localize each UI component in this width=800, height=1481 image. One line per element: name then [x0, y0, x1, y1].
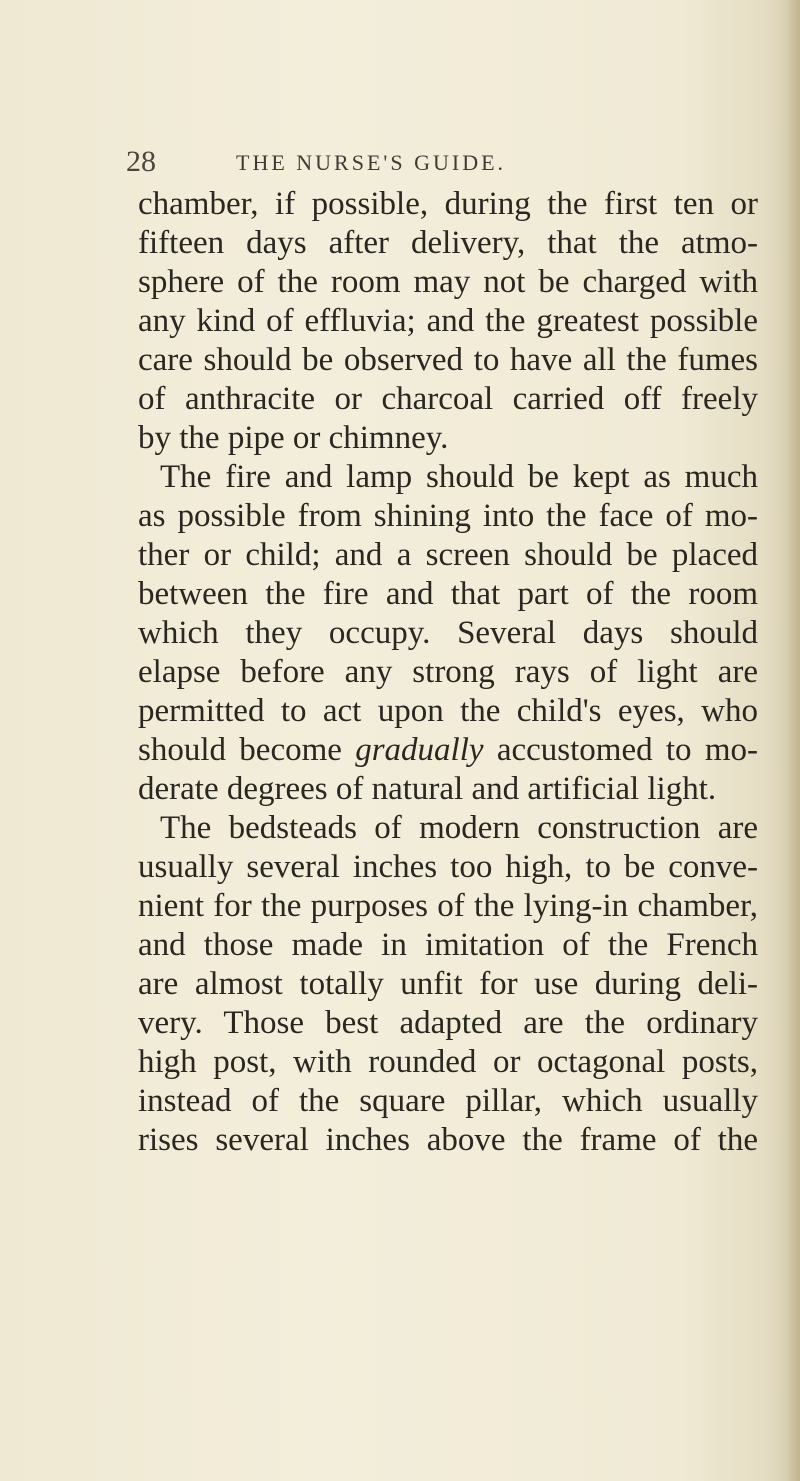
text-line: instead of the square pillar, which usually [138, 1083, 758, 1119]
text-line: any kind of effluvia; and the greatest possible [138, 303, 758, 339]
text-line: chamber, if possible, during the first ten or [138, 186, 758, 222]
text-line: very. Those best adapted are the ordinary [138, 1005, 758, 1041]
text-line [138, 731, 758, 770]
text-line: and those made in imitation of the French [138, 927, 758, 963]
italic-emphasis: gradually [355, 732, 484, 768]
text-line: between the fire and that part of the room [138, 576, 758, 612]
text-line: are almost totally unfit for use during deli- [138, 966, 758, 1002]
text-line: fifteen days after delivery, that the atmo- [138, 225, 758, 261]
text-line: which they occupy. Several days should [138, 615, 758, 651]
page-number: 28 [126, 145, 156, 178]
text-line: care should be observed to have all the fumes [138, 342, 758, 378]
text-line: high post, with rounded or octagonal posts, [138, 1044, 758, 1080]
text-line: rises several inches above the frame of the [138, 1122, 758, 1158]
page-header [0, 142, 800, 182]
text-segment: should become [138, 732, 356, 768]
text-line: The bedsteads of modern construction are [160, 810, 758, 846]
text-line: of anthracite or charcoal carried off freely [138, 381, 758, 417]
text-segment: accustomed to mo- [483, 732, 758, 768]
text-line: nient for the purposes of the lying-in chamber, [138, 888, 758, 924]
text-line: as possible from shining into the face of mo- [138, 498, 758, 534]
text-line: ther or child; and a screen should be placed [138, 537, 758, 573]
running-head: THE NURSE'S GUIDE. [236, 150, 507, 175]
text-line: The fire and lamp should be kept as much [160, 459, 758, 495]
text-line: sphere of the room may not be charged with [138, 264, 758, 300]
text-line: derate degrees of natural and artificial light. [138, 771, 717, 807]
page-edge-shadow [786, 0, 800, 1481]
text-line: elapse before any strong rays of light are [138, 654, 758, 690]
text-line: usually several inches too high, to be conve- [138, 849, 758, 885]
text-line: by the pipe or chimney. [138, 420, 449, 456]
text-line: permitted to act upon the child's eyes, who [138, 693, 758, 729]
body-text [138, 185, 758, 1160]
